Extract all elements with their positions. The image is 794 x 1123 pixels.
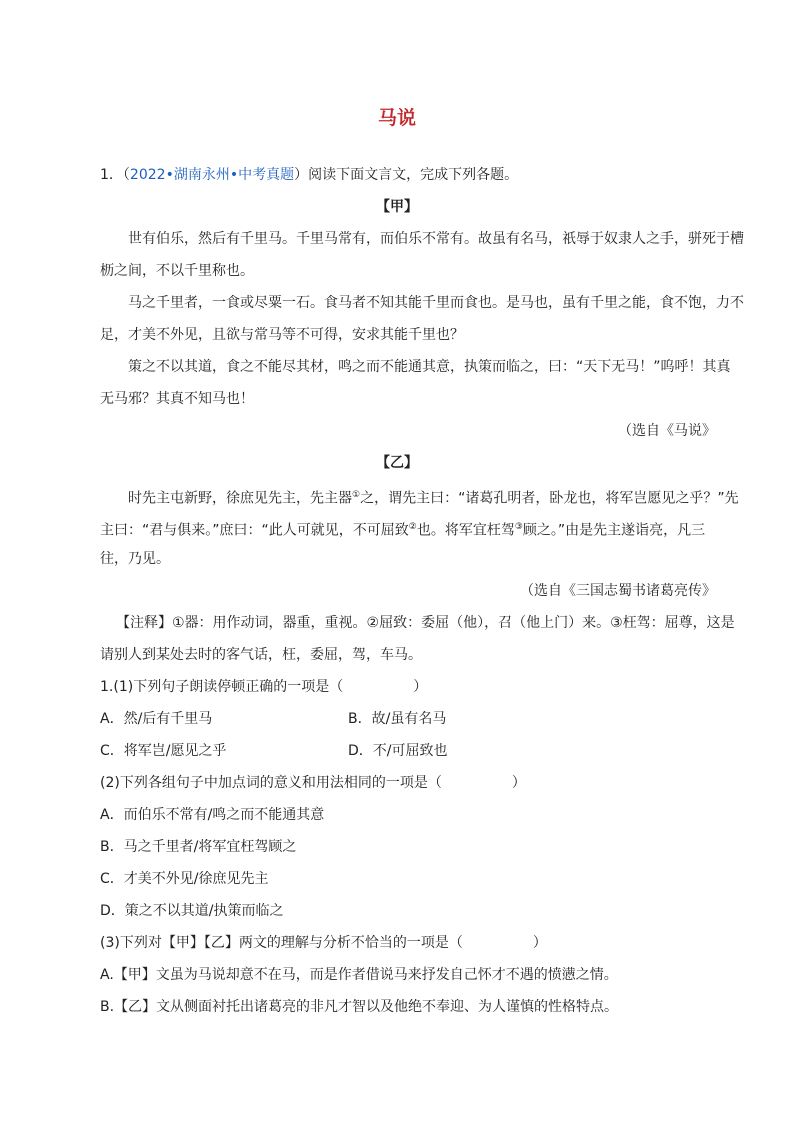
jia-p3-line-2: 无马邪？其真不知马也！ [100,391,254,407]
yi-heading: 【乙】 [376,455,418,471]
yi-line-2-text-c: 顾之。”由是先主遂诣亮，凡三 [522,522,706,539]
jia-p1-line-2: 枥之间，不以千里称也。 [100,263,254,279]
jia-p1-line-1: 世有伯乐，然后有千里马。千里马常有，而伯乐不常有。故虽有名马，祇辱于奴隶人之手，骈死于槽 [128,231,744,247]
note-marker-3: ③ [514,522,523,532]
sub2-stem [100,773,526,793]
sub2-option-d: D．策之不以其道/执策而临之 [100,903,284,919]
sub1-option-a: A．然/后有千里马 [100,711,213,727]
note-marker-1: ① [352,490,361,500]
yi-line-2-text-a: 主曰：“君与俱来。”庶曰：“此人可就见，不可屈致 [100,522,409,539]
sub2-stem-text: (2)下列各组句子中加点词的意义和用法相同的一项是（ [100,775,442,791]
yi-line-1-text-b: 之，谓先主曰：“诸葛孔明者，卧龙也，将军岂愿见之乎？”先 [360,490,739,507]
question-1-header [100,165,518,185]
q1-dot-2: • [229,167,239,183]
sub3-option-b: B.【乙】文从侧面衬托出诸葛亮的非凡才智以及他绝不奉迎、为人谨慎的性格特点。 [100,999,619,1015]
sub2-option-b: B．马之千里者/将军宜枉驾顾之 [100,839,297,855]
sub1-option-b: B．故/虽有名马 [348,711,447,727]
sub3-option-a: A.【甲】文虽为马说却意不在马，而是作者借说马来抒发自己怀才不遇的愤懑之情。 [100,967,618,983]
sub2-stem-close: ） [511,775,526,791]
jia-heading: 【甲】 [376,199,418,215]
sub1-stem [100,677,427,697]
notes-label: 【注释】 [116,615,172,631]
yi-line-1 [128,485,739,509]
sub1-option-c: C．将军岂/愿见之乎 [100,743,227,759]
q1-tag: 中考真题 [238,167,295,183]
yi-source: （选自《三国志蜀书诸葛亮传》 [520,583,716,599]
yi-line-3: 往，乃见。 [100,551,170,567]
notes-text-1: ①器：用作动词，器重，重视。②屈致：委屈（他），召（他上门）来。③枉驾：屈尊，这是 [172,615,735,631]
yi-line-1-text-a: 时先主屯新野，徐庶见先主，先主器 [128,490,352,507]
sub1-stem-text: 1.(1)下列句子朗读停顿正确的一项是（ [100,679,344,695]
q1-region: 湖南永州 [173,167,230,183]
yi-line-2 [100,517,705,541]
jia-p2-line-1: 马之千里者，一食或尽粟一石。食马者不知其能千里而食也。是马也，虽有千里之能，食不饱，力不 [128,295,744,311]
note-marker-2: ② [408,522,417,532]
notes-line-2: 请别人到某处去时的客气话，枉，委屈，驾，车马。 [100,647,422,663]
notes-line-1 [116,613,735,633]
sub1-stem-close: ） [413,679,428,695]
q1-number: 1．（ [100,167,130,183]
sub3-stem [100,933,547,953]
jia-p2-line-2: 足，才美不外见，且欲与常马等不可得，安求其能千里也？ [100,327,464,343]
sub2-option-a: A．而伯乐不常有/鸣之而不能通其意 [100,807,325,823]
sub1-option-d: D．不/可屈致也 [348,743,448,759]
page-title: 马说 [377,107,416,129]
sub2-option-c: C．才美不外见/徐庶见先主 [100,871,269,887]
q1-year: 2022 [129,167,166,183]
jia-source: （选自《马说》 [618,423,716,439]
q1-instruction: ）阅读下面文言文，完成下列各题。 [294,167,519,183]
q1-dot-1: • [165,167,174,183]
sub3-stem-text: (3)下列对【甲】【乙】两文的理解与分析不恰当的一项是（ [100,935,463,951]
yi-line-2-text-b: 也。将军宜枉驾 [416,522,515,539]
sub3-stem-close: ） [532,935,547,951]
jia-p3-line-1: 策之不以其道，食之不能尽其材，鸣之而不能通其意，执策而临之，曰：“天下无马！”呜呼！其真 [128,359,731,375]
